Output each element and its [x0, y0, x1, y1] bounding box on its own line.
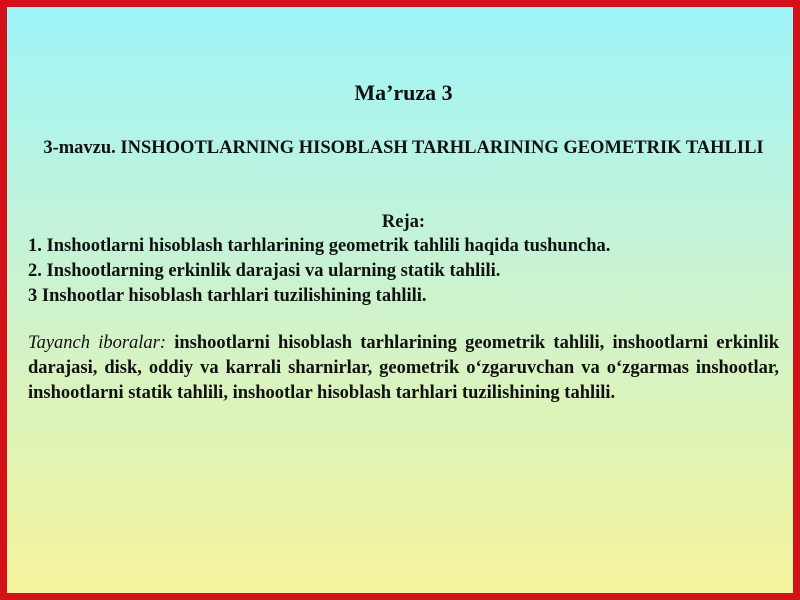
topic-heading: 3-mavzu. INSHOOTLARNING HISOBLASH TARHLARINING GEOMETRIK TAHLILI [43, 138, 764, 158]
plan-item: 3 Inshootlar hisoblash tarhlari tuzilishining tahlili. [28, 286, 427, 306]
keywords-label: Tayanch iboralar: [28, 333, 167, 353]
lecture-title: Ma’ruza 3 [354, 80, 453, 105]
plan-list [28, 234, 779, 309]
keywords-paragraph [28, 331, 779, 406]
plan-heading: Reja: [381, 212, 426, 232]
keywords-text: inshootlarni hisoblash tarhlarining geometrik tahlili, inshootlarni erkinlik darajasi, disk, oddiy va karrali sharnirlar, geometrik o‘zgaruvchan va o‘zgarmas inshootlar, inshootlarni statik tahlili, inshootlar hisoblash tarhlari tuzilishining tahlili. [28, 333, 779, 403]
plan-item: 1. Inshootlarni hisoblash tarhlarining geometrik tahlili haqida tushuncha. [28, 236, 611, 256]
plan-item: 2. Inshootlarning erkinlik darajasi va ularning statik tahlili. [28, 261, 501, 281]
